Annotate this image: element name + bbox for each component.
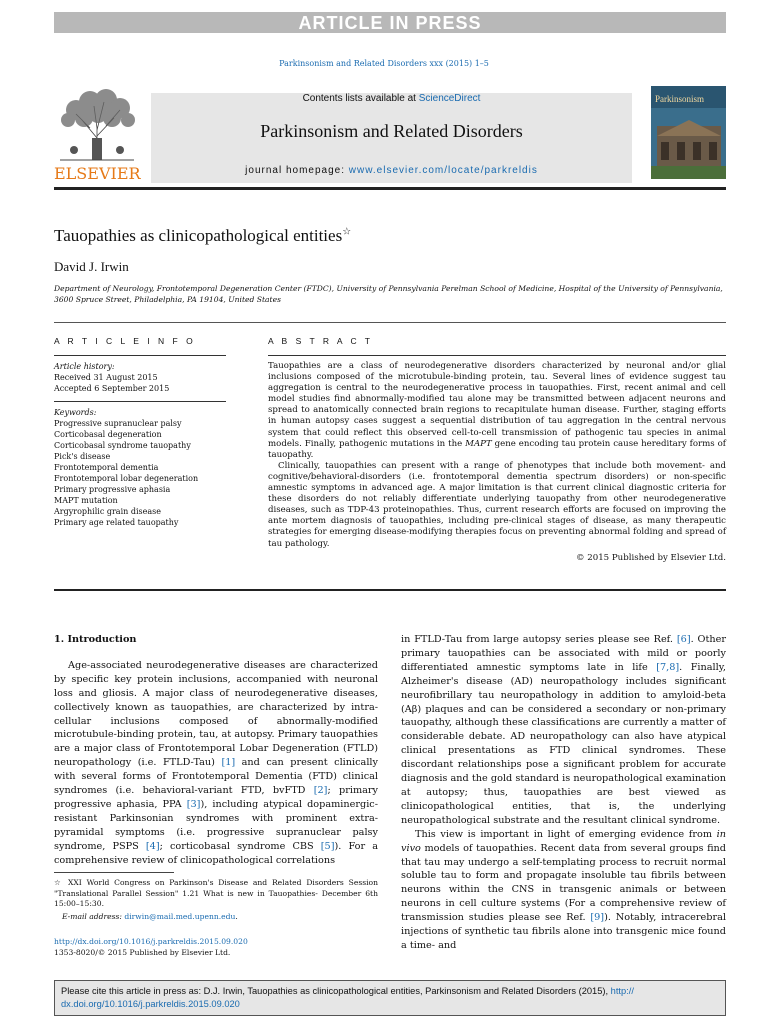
- keyword-item: Primary progressive aphasia: [54, 485, 171, 494]
- intro-r1-b: . Other primary tauopathies can be associated with mild or poorly differentiated amnestic symptoms late in life: [401, 634, 726, 673]
- reference-link[interactable]: [7,8]: [656, 661, 680, 673]
- keyword-item: Pick's disease: [54, 452, 111, 461]
- doi-link[interactable]: http://dx.doi.org/10.1016/j.parkreldis.2015.09.020: [54, 937, 248, 946]
- intro-paragraph-1-cont: [401, 633, 726, 828]
- abstract-heading: A B S T R A C T: [268, 336, 374, 346]
- title-footnote: [54, 878, 378, 910]
- intro-paragraph-1: [54, 659, 378, 868]
- email-end: .: [235, 912, 238, 921]
- article-in-press-banner: ARTICLE IN PRESS: [54, 12, 726, 33]
- reference-link[interactable]: [3]: [186, 798, 201, 810]
- intro-paragraph-2: [401, 828, 726, 953]
- received-date: Received 31 August 2015: [54, 373, 158, 382]
- journal-homepage-link[interactable]: www.elsevier.com/locate/parkreldis: [348, 165, 538, 176]
- abstract-rule: [268, 355, 726, 356]
- article-title: [54, 226, 351, 246]
- intro-p1-b: and can present clinically with several forms of Frontotemporal Dementia (FTD) clinical syndromes (i.e. behavioral-variant FTD, bvFTD: [54, 757, 378, 797]
- article-history: [54, 361, 234, 394]
- author-email-link[interactable]: dirwin@mail.med.upenn.edu: [124, 912, 236, 921]
- keyword-item: MAPT mutation: [54, 496, 118, 505]
- abstract-paragraph-2: Clinically, tauopathies can present with a range of phenotypes that include both movement- and cognitive/behavioral-disorders (i.e. frontotemporal dementia spectrum disorders) or non-specific amnestic symptoms in advanced age. A major limitation is that current clinical diagnostic criteria for these disorders do not reliably differentiate underlying tauopathy from other neurodegenerative diseases, such as TDP-43 proteinopathies. Thus, current research efforts are focused on improving the ante mortem diagnosis of tauopathies, including pre-clinical stages of disease, as many therapeutic strategies for emerging disease-modifying therapies focus on preventing abnormal folding and spread of tau pathology.: [268, 460, 726, 549]
- author-name: David J. Irwin: [54, 259, 129, 274]
- abstract-gene-name: MAPT: [465, 438, 492, 449]
- citation-doi-link-cont[interactable]: dx.doi.org/10.1016/j.parkreldis.2015.09.020: [61, 999, 240, 1009]
- journal-cover-image: [651, 86, 726, 179]
- citation-box: [54, 980, 726, 1016]
- homepage-prefix: journal homepage:: [245, 165, 349, 176]
- journal-homepage-line: [151, 165, 632, 176]
- journal-cover-art-icon: [651, 86, 726, 179]
- doi-footer: [54, 937, 248, 958]
- reference-link[interactable]: [2]: [313, 785, 328, 797]
- keyword-item: Frontotemporal dementia: [54, 463, 159, 472]
- cover-title: Parkinsonism: [655, 94, 705, 104]
- intro-p1-f: ). For a comprehensive review of clinicopathological correlations: [54, 840, 378, 866]
- reference-link[interactable]: [4]: [145, 840, 160, 852]
- reference-link[interactable]: [1]: [221, 757, 236, 769]
- footnote-star: ☆: [54, 878, 64, 887]
- keyword-item: Progressive supranuclear palsy: [54, 419, 182, 428]
- section-heading-introduction: 1. Introduction: [54, 634, 137, 645]
- footnote-rule: [54, 872, 174, 873]
- keywords-label: Keywords:: [54, 408, 97, 417]
- keyword-item: Argyrophilic grain disease: [54, 507, 161, 516]
- intro-r1-c: . Finally, Alzheimer's disease (AD) neuropathology includes significant neurofibrillary tau neuropathology in addition to amyloid-beta (Aβ) plaques and can be considered a secondary or non-primary tauopathy, although these classifications are currently a matter of considerable debate. AD neuropathology can also have atypical clinical presentations as FTD clinical syndromes. These discordant relationships pose a significant problem for accurate diagnosis and the gold standard is neuropathological examination at autopsy; thus, tauopathies are best viewed as clinicopathological entities, that is, the underlying neuropathological substrate and the resultant clinical syndrome.: [401, 661, 726, 826]
- article-info-rule: [54, 355, 226, 356]
- history-rule: [54, 401, 226, 402]
- intro-p1-a: Age-associated neurodegenerative diseases are characterized by specific key protein inclusions, accompanied with neuronal loss and gliosis. A major class of neurodegenerative diseases, collectively known as tauopathies, are characterized by intra-cellular inclusions composed of abnormally-modified microtubule-binding protein, tau, at autopsy. Primary tauopathies are a major class of Frontotemporal Lobar Degeneration (FTLD) neuropathology (i.e. FTLD-Tau): [54, 659, 378, 769]
- intro-r2-c: ). Notably, intracerebral injections of synthetic tau fibrils alone into transgenic mice found a time- and: [401, 912, 726, 951]
- intro-p1-e: ; corticobasal syndrome CBS: [159, 840, 321, 852]
- title-footnote-star[interactable]: ☆: [342, 226, 352, 238]
- keyword-item: Frontotemporal lobar degeneration: [54, 474, 199, 483]
- body-left-column: [54, 633, 378, 868]
- intro-r1-a: in FTLD-Tau from large autopsy series please see Ref.: [401, 634, 677, 645]
- journal-title: Parkinsonism and Related Disorders: [260, 121, 523, 141]
- journal-citation-line[interactable]: Parkinsonism and Related Disorders xxx (2015) 1–5: [279, 59, 489, 68]
- contents-lists-line: [151, 93, 632, 105]
- abstract-copyright: © 2015 Published by Elsevier Ltd.: [575, 552, 726, 563]
- keyword-item: Corticobasal syndrome tauopathy: [54, 441, 191, 450]
- reference-link[interactable]: [6]: [676, 634, 691, 645]
- article-info-heading: A R T I C L E I N F O: [54, 336, 196, 346]
- keywords-block: [54, 407, 244, 528]
- reference-link[interactable]: [9]: [590, 912, 605, 924]
- intro-r2-a: This view is important in light of emerging evidence from: [415, 828, 717, 840]
- abstract-p1-end: gene encoding tau protein cause hereditary forms of tauopathy.: [268, 438, 726, 460]
- journal-header: [151, 93, 632, 183]
- intro-p1-d: ), including atypical dopaminergic-resistant Parkinsonian syndromes with prominent extra-pyramidal symptoms (i.e. progressive supranuclear palsy syndrome, PSPS: [54, 798, 378, 852]
- email-footnote: [54, 912, 378, 923]
- intro-r2-b: models of tauopathies. Recent data from several groups find that tau may undergo a self-templating process to recruit normal soluble tau to form and propagate insoluble tau fibrils between neurons within the CNS in transgenic animals or between neurons in cell culture systems (For a comprehensive review of transmission studies please see Ref.: [401, 842, 726, 924]
- body-right-column: [401, 633, 726, 953]
- front-matter-rule: [54, 322, 726, 323]
- citation-text: Please cite this article in press as: D.J. Irwin, Tauopathies as clinicopathological entities, Parkinsonism and Related Disorders (2015),: [61, 986, 611, 996]
- intro-r2-italic: in vivo: [401, 828, 726, 854]
- intro-p1-c: ; primary progressive aphasia, PPA: [54, 785, 379, 810]
- citation-doi-link[interactable]: http://: [610, 986, 634, 996]
- footnote-text: XXI World Congress on Parkinson's Disease and Related Disorders Session "Translational Parallel Session" 1.21 What is new in Tauopathies- December 6th 15:00–15:30.: [54, 878, 379, 909]
- keyword-item: Corticobasal degeneration: [54, 430, 162, 439]
- contents-prefix: Contents lists available at: [302, 93, 419, 104]
- elsevier-wordmark: ELSEVIER: [54, 164, 141, 183]
- keyword-item: Primary age related tauopathy: [54, 518, 179, 527]
- history-label: Article history:: [54, 362, 115, 371]
- abstract-text: [268, 361, 726, 564]
- header-rule: [54, 187, 726, 190]
- article-title-text: Tauopathies as clinicopathological entities: [54, 226, 343, 245]
- issn-line: 1353-8020/© 2015 Published by Elsevier Ltd.: [54, 947, 231, 957]
- author-affiliation: Department of Neurology, Frontotemporal Degeneration Center (FTDC), University of Pennsylvania Perelman School of Medicine, Hospital of the University of Pennsylvania, 3600 Spruce Street, Philadelphia, PA 19104, United States: [54, 284, 723, 304]
- body-rule: [54, 589, 726, 591]
- email-label: E-mail address:: [62, 912, 125, 921]
- section-spacer: [54, 647, 378, 659]
- sciencedirect-link[interactable]: ScienceDirect: [418, 93, 481, 104]
- accepted-date: Accepted 6 September 2015: [54, 384, 170, 393]
- reference-link[interactable]: [5]: [320, 840, 335, 852]
- abstract-paragraph-1: [268, 361, 726, 461]
- abstract-p1-text: Tauopathies are a class of neurodegenerative disorders characterized by neuronal and/or glial inclusions composed of the microtubule-binding protein, tau. Several lines of evidence suggest tau aggregation is central to the neurodegenerative process in tauopathies. First, recent animal and cell model studies find abnormally-modified tau alone may be transmitted between adjacent neurons and spread to anatomically connected brain regions to recapitulate human disease. Further, staging efforts in human autopsy cases suggest a sequential distribution of tau aggregation in the central nervous system that could reflect this observed cell-to-cell transmission of pathogenic tau species in animal models. Finally, pathogenic mutations in the: [268, 361, 726, 449]
